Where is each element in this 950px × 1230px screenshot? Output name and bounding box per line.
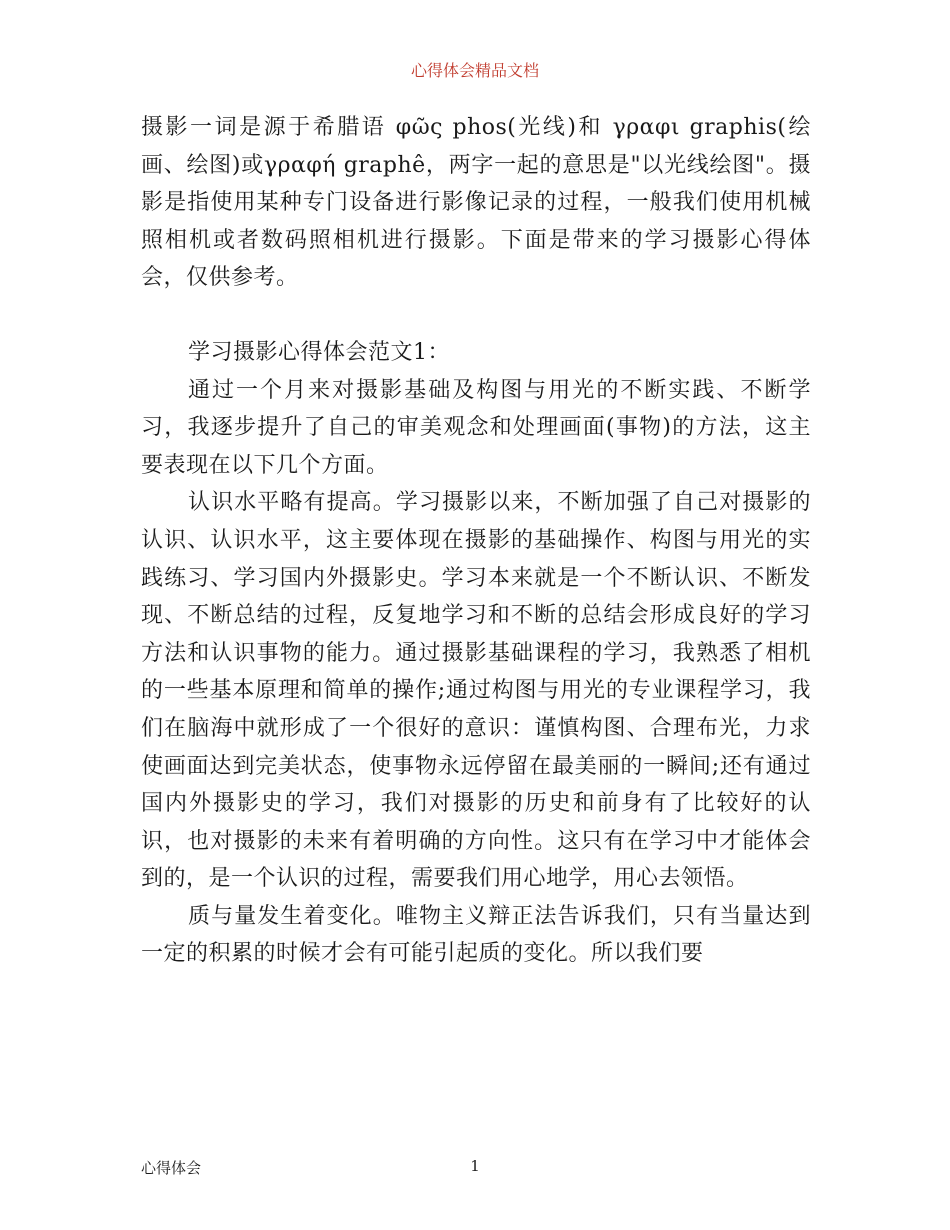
intro-paragraph: 摄影一词是源于希腊语 φῶς phos(光线)和 γραφι graphis(绘画、绘图)或γραφή graphê，两字一起的意思是"以光线绘图"。摄影是指使用某种专门设备进行影像记录的过程，一般我们使用机械照相机或者数码照相机进行摄影。下面是带来的学习摄影心得体会，仅供参考。	[141, 115, 811, 291]
body-paragraph-1: 通过一个月来对摄影基础及构图与用光的不断实践、不断学习，我逐步提升了自己的审美观念和处理画面(事物)的方法，这主要表现在以下几个方面。	[141, 377, 811, 478]
body-paragraph-3: 质与量发生着变化。唯物主义辩正法告诉我们，只有当量达到一定的积累的时候才会有可能引起质的变化。所以我们要	[141, 903, 811, 967]
section-title: 学习摄影心得体会范文1：	[188, 339, 450, 365]
document-header-title: 心得体会精品文档	[410, 61, 539, 80]
footer-label: 心得体会	[141, 1159, 202, 1177]
document-body	[141, 109, 811, 973]
page-number: 1	[470, 1157, 480, 1175]
body-paragraph-2: 认识水平略有提高。学习摄影以来，不断加强了自己对摄影的认识、认识水平，这主要体现在摄影的基础操作、构图与用光的实践练习、学习国内外摄影史。学习本来就是一个不断认识、不断发现、不断总结的过程，反复地学习和不断的总结会形成良好的学习方法和认识事物的能力。通过摄影基础课程的学习，我熟悉了相机的一些基本原理和简单的操作;通过构图与用光的专业课程学习，我们在脑海中就形成了一个很好的意识：谨慎构图、合理布光，力求使画面达到完美状态，使事物永远停留在最美丽的一瞬间;还有通过国内外摄影史的学习，我们对摄影的历史和前身有了比较好的认识，也对摄影的未来有着明确的方向性。这只有在学习中才能体会到的，是一个认识的过程，需要我们用心地学，用心去领悟。	[141, 490, 811, 892]
paragraph-gap	[141, 297, 811, 334]
